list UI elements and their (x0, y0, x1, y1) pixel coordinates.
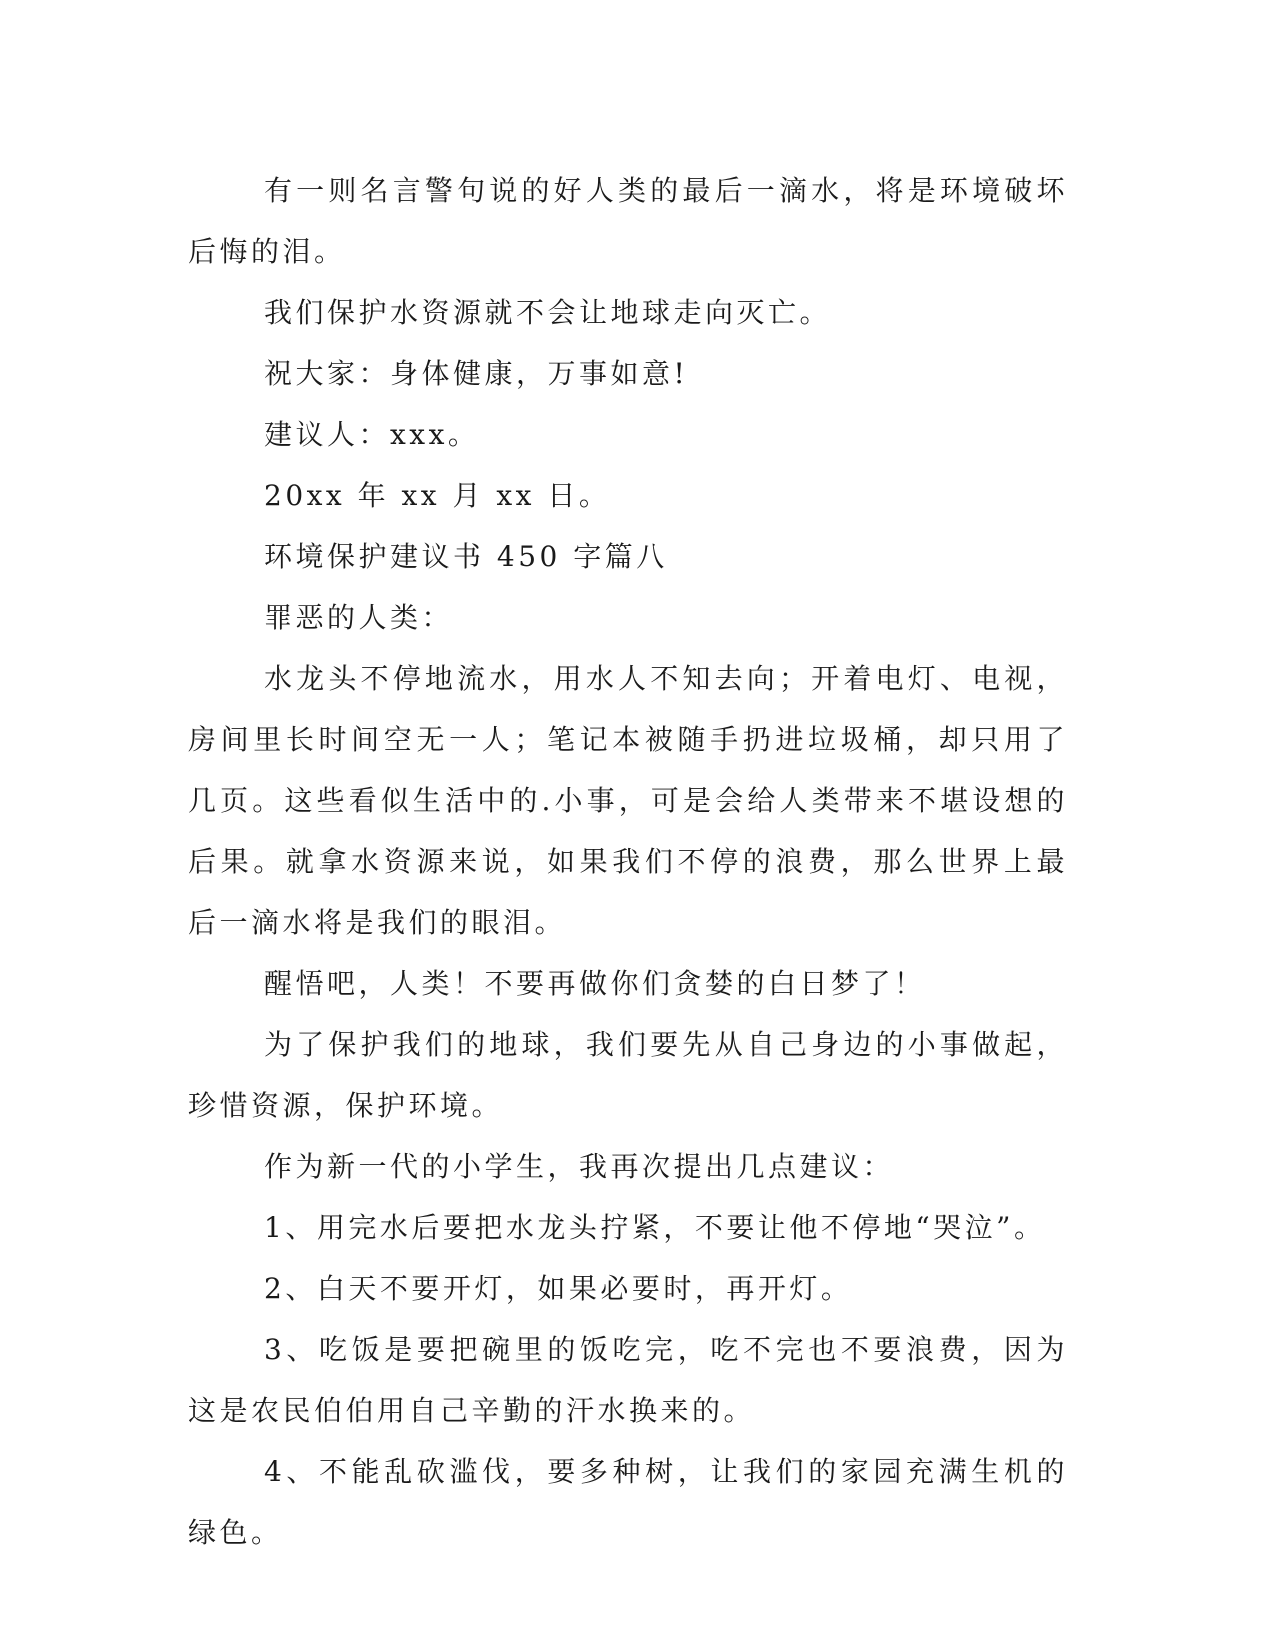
paragraph-wake-up: 醒悟吧，人类！不要再做你们贪婪的白日梦了！ (264, 967, 926, 1000)
paragraph-proposer: 建议人：xxx。 (264, 418, 480, 451)
paragraph-salutation: 罪恶的人类： (264, 601, 454, 634)
suggestion-item: 1、用完水后要把水龙头拧紧，不要让他不停地“哭泣”。 (264, 1211, 1046, 1244)
suggestion-item: 4、不能乱砍滥伐，要多种树，让我们的家园充满生机的绿色。 (188, 1455, 1068, 1549)
paragraph-waste-examples: 水龙头不停地流水，用水人不知去向；开着电灯、电视，房间里长时间空无一人；笔记本被随手扔进垃圾桶，却只用了几页。这些看似生活中的.小事，可是会给人类带来不堪设想的后果。就拿水资源来说，如果我们不停的浪费，那么世界上最后一滴水将是我们的眼泪。 (188, 662, 1068, 939)
paragraph-quote: 有一则名言警句说的好人类的最后一滴水，将是环境破坏后悔的泪。 (188, 174, 1068, 268)
paragraph-wishes: 祝大家：身体健康，万事如意! (264, 357, 689, 390)
paragraph-date: 20xx 年 xx 月 xx 日。 (264, 479, 611, 512)
suggestion-item: 3、吃饭是要把碗里的饭吃完，吃不完也不要浪费，因为这是农民伯伯用自己辛勤的汗水换来的。 (188, 1333, 1068, 1427)
paragraph-protect-water: 我们保护水资源就不会让地球走向灭亡。 (264, 296, 832, 329)
section-heading: 环境保护建议书 450 字篇八 (264, 540, 668, 573)
document-body (188, 160, 1068, 1563)
paragraph-suggestions-intro: 作为新一代的小学生，我再次提出几点建议： (264, 1150, 895, 1183)
suggestion-item: 2、白天不要开灯，如果必要时，再开灯。 (264, 1272, 853, 1305)
paragraph-start-small: 为了保护我们的地球，我们要先从自己身边的小事做起，珍惜资源，保护环境。 (188, 1028, 1068, 1122)
